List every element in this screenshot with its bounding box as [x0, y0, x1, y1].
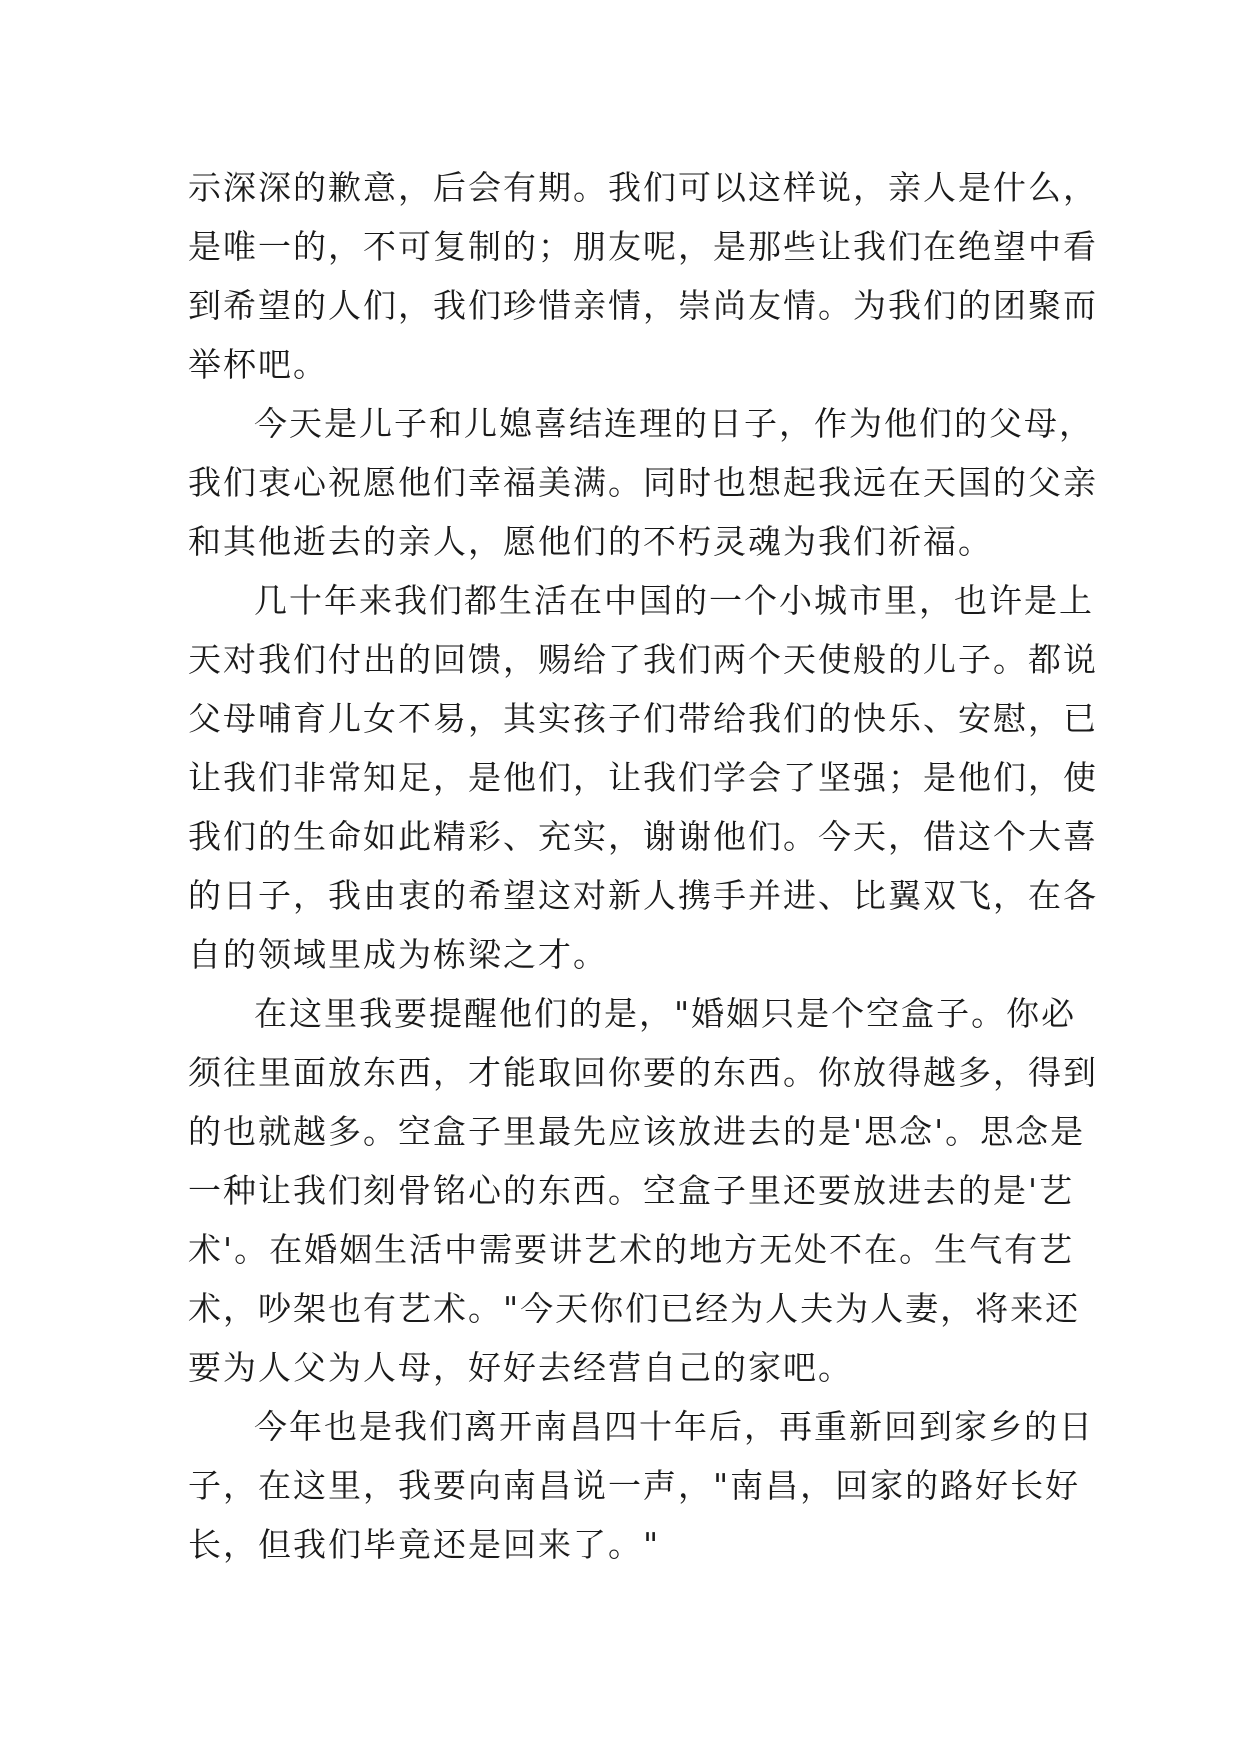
- paragraph-first-line: 今年也是我们离开南昌四十年后，再重新回到家乡的日: [254, 1407, 1094, 1446]
- text-line: 自的领域里成为栋梁之才。: [188, 935, 608, 974]
- text-line: 是唯一的，不可复制的；朋友呢，是那些让我们在绝望中看: [188, 227, 1098, 266]
- text-line: 的也就越多。空盒子里最先应该放进去的是'思念'。思念是: [188, 1112, 1086, 1151]
- text-line: 父母哺育儿女不易，其实孩子们带给我们的快乐、安慰，已: [188, 699, 1098, 738]
- text-line: 一种让我们刻骨铭心的东西。空盒子里还要放进去的是'艺: [188, 1171, 1075, 1210]
- paragraph-first-line: 在这里我要提醒他们的是，"婚姻只是个空盒子。你必: [254, 994, 1077, 1033]
- paragraph-first-line: 几十年来我们都生活在中国的一个小城市里，也许是上: [254, 581, 1094, 620]
- text-line: 到希望的人们，我们珍惜亲情，崇尚友情。为我们的团聚而: [188, 286, 1098, 325]
- text-line: 天对我们付出的回馈，赐给了我们两个天使般的儿子。都说: [188, 640, 1098, 679]
- paragraph-first-line: 今天是儿子和儿媳喜结连理的日子，作为他们的父母，: [254, 404, 1094, 443]
- body-text: [188, 158, 1098, 1574]
- text-line: 让我们非常知足，是他们，让我们学会了坚强；是他们，使: [188, 758, 1098, 797]
- text-line: 举杯吧。: [188, 345, 328, 384]
- text-line: 须往里面放东西，才能取回你要的东西。你放得越多，得到: [188, 1053, 1098, 1092]
- text-line: 和其他逝去的亲人，愿他们的不朽灵魂为我们祈福。: [188, 522, 993, 561]
- text-line: 我们的生命如此精彩、充实，谢谢他们。今天，借这个大喜: [188, 817, 1098, 856]
- text-line: 长，但我们毕竟还是回来了。": [188, 1525, 661, 1564]
- text-line: 我们衷心祝愿他们幸福美满。同时也想起我远在天国的父亲: [188, 463, 1098, 502]
- text-line: 示深深的歉意，后会有期。我们可以这样说，亲人是什么，: [188, 168, 1098, 207]
- text-line: 术，吵架也有艺术。"今天你们已经为人夫为人妻，将来还: [188, 1289, 1081, 1328]
- text-line: 术'。在婚姻生活中需要讲艺术的地方无处不在。生气有艺: [188, 1230, 1075, 1269]
- text-line: 的日子，我由衷的希望这对新人携手并进、比翼双飞，在各: [188, 876, 1098, 915]
- text-line: 要为人父为人母，好好去经营自己的家吧。: [188, 1348, 853, 1387]
- text-line: 子，在这里，我要向南昌说一声，"南昌，回家的路好长好: [188, 1466, 1081, 1505]
